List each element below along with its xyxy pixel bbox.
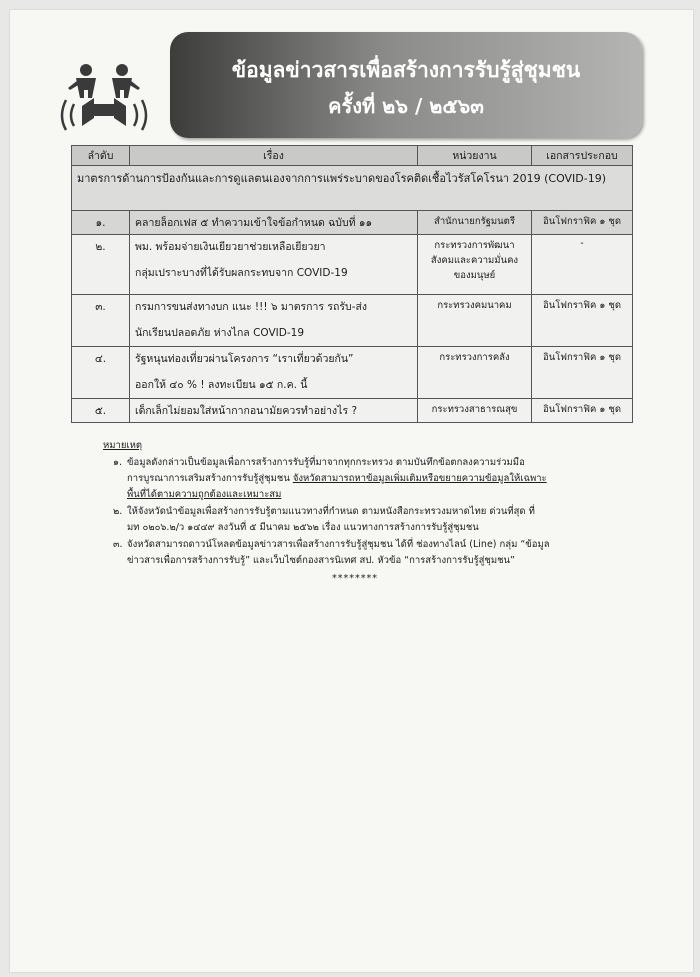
community-megaphone-logo [58,60,158,132]
row-topic [130,399,418,423]
row-agency-line: ของมนุษย์ [453,270,496,281]
row-document: - [532,235,633,295]
section-title: มาตรการด้านการป้องกันและการดูแลตนเองจากการแพร่ระบาดของโรคติดเชื้อไวรัสโคโรนา 2019 (COVID-19) [72,166,633,211]
row-document: อินโฟกราฟิค ๑ ชุด [532,295,633,347]
table-row [72,295,633,347]
row-topic-line: คลายล็อกเฟส ๕ ทำความเข้าใจข้อกำหนด ฉบับที่ ๑๑ [135,217,373,229]
title-banner [170,32,642,138]
row-agency-line: กระทรวงสาธารณสุข [431,404,518,415]
table-header-row [72,146,633,166]
header-topic: เรื่อง [130,146,418,166]
row-topic [130,235,418,295]
row-document: อินโฟกราฟิค ๑ ชุด [532,211,633,235]
row-topic-line: พม. พร้อมจ่ายเงินเยียวยาช่วยเหลือเยียวยา [135,241,326,253]
row-topic [130,295,418,347]
table-row [72,347,633,399]
row-topic-line: นักเรียนปลอดภัย ห่างไกล COVID-19 [135,327,305,339]
remark-text: มท ๐๒๐๖.๒/ว ๑๔๔๙ ลงวันที่ ๕ มีนาคม ๒๕๖๒ เรื่อง แนวทางการสร้างการรับรู้สู่ชุมชน [127,522,479,533]
row-topic-line: กรมการขนส่งทางบก แนะ !!! ๖ มาตรการ รถรับ-ส่ง [135,301,368,313]
header-agency: หน่วยงาน [418,146,532,166]
remark-number: ๑. [113,457,123,468]
table-row [72,211,633,235]
remark-number: ๒. [113,506,123,517]
remark-text: ข้อมูลดังกล่าวเป็นข้อมูลเพื่อการสร้างการรับรู้ที่มาจากทุกกระทรวง ตามบันทึกข้อตกลงความร่วมมือ [127,457,525,468]
row-topic-line: เด็กเล็กไม่ยอมใส่หน้ากากอนามัยควรทำอย่างไร ? [135,405,358,417]
row-agency [418,235,532,295]
row-number: ๓. [72,295,130,347]
header-no: ลำดับ [72,146,130,166]
row-topic-line: ออกให้ ๔๐ % ! ลงทะเบียน ๑๕ ก.ค. นี้ [135,379,308,391]
row-agency-line: กระทรวงการพัฒนา [434,240,515,251]
row-document: อินโฟกราฟิค ๑ ชุด [532,399,633,423]
row-agency-line: สำนักนายกรัฐมนตรี [434,216,515,227]
section-row [72,166,633,211]
issue-number: ครั้งที่ ๒๖ / ๒๕๖๓ [328,94,484,118]
row-agency-line: กระทรวงคมนาคม [437,300,512,311]
remark-text: การบูรณาการเสริมสร้างการรับรู้สู่ชุมชน [127,473,293,484]
remark-text: ข่าวสารเพื่อการสร้างการรับรู้” และเว็บไซต์กองสารนิเทศ สป. หัวข้อ “การสร้างการรับรู้สู่ชุมชน” [127,555,515,566]
row-topic [130,347,418,399]
header-document: เอกสารประกอบ [532,146,633,166]
row-number: ๒. [72,235,130,295]
row-number: ๔. [72,347,130,399]
remark-item [95,504,615,536]
page-title: ข้อมูลข่าวสารเพื่อสร้างการรับรู้สู่ชุมชน [231,58,581,82]
row-number: ๑. [72,211,130,235]
row-agency [418,295,532,347]
row-agency [418,399,532,423]
remark-item [95,537,615,569]
row-number: ๕. [72,399,130,423]
table-row [72,399,633,423]
row-agency-line: กระทรวงการคลัง [439,352,510,363]
row-agency [418,347,532,399]
remark-number: ๓. [113,539,123,550]
remark-emphasis: จังหวัดสามารถหาข้อมูลเพิ่มเติมหรือขยายความข้อมูลให้เฉพาะ [292,473,547,484]
row-topic [130,211,418,235]
remarks-heading: หมายเหตุ [103,440,143,451]
remark-emphasis: พื้นที่ได้ตามความถูกต้องและเหมาะสม [127,489,282,500]
row-agency [418,211,532,235]
news-table [71,145,633,423]
row-document: อินโฟกราฟิค ๑ ชุด [532,347,633,399]
end-marker: ******** [332,573,378,584]
remarks-section [95,438,615,587]
row-topic-line: กลุ่มเปราะบางที่ได้รับผลกระทบจาก COVID-19 [135,267,348,279]
remark-item [95,455,615,503]
table-row [72,235,633,295]
row-topic-line: รัฐหนุนท่องเที่ยวผ่านโครงการ “เราเที่ยวด้วยกัน” [135,353,354,365]
row-agency-line: สังคมและความมั่นคง [430,255,519,266]
remark-text: จังหวัดสามารถดาวน์โหลดข้อมูลข่าวสารเพื่อสร้างการรับรู้สู่ชุมชน ได้ที่ ช่องทางไลน์ (Line) กลุ่ม “ข้อมูล [127,539,550,550]
remark-text: ให้จังหวัดนำข้อมูลเพื่อสร้างการรับรู้ตามแนวทางที่กำหนด ตามหนังสือกระทรวงมหาดไทย ด่วนที่สุด ที่ [127,506,535,517]
